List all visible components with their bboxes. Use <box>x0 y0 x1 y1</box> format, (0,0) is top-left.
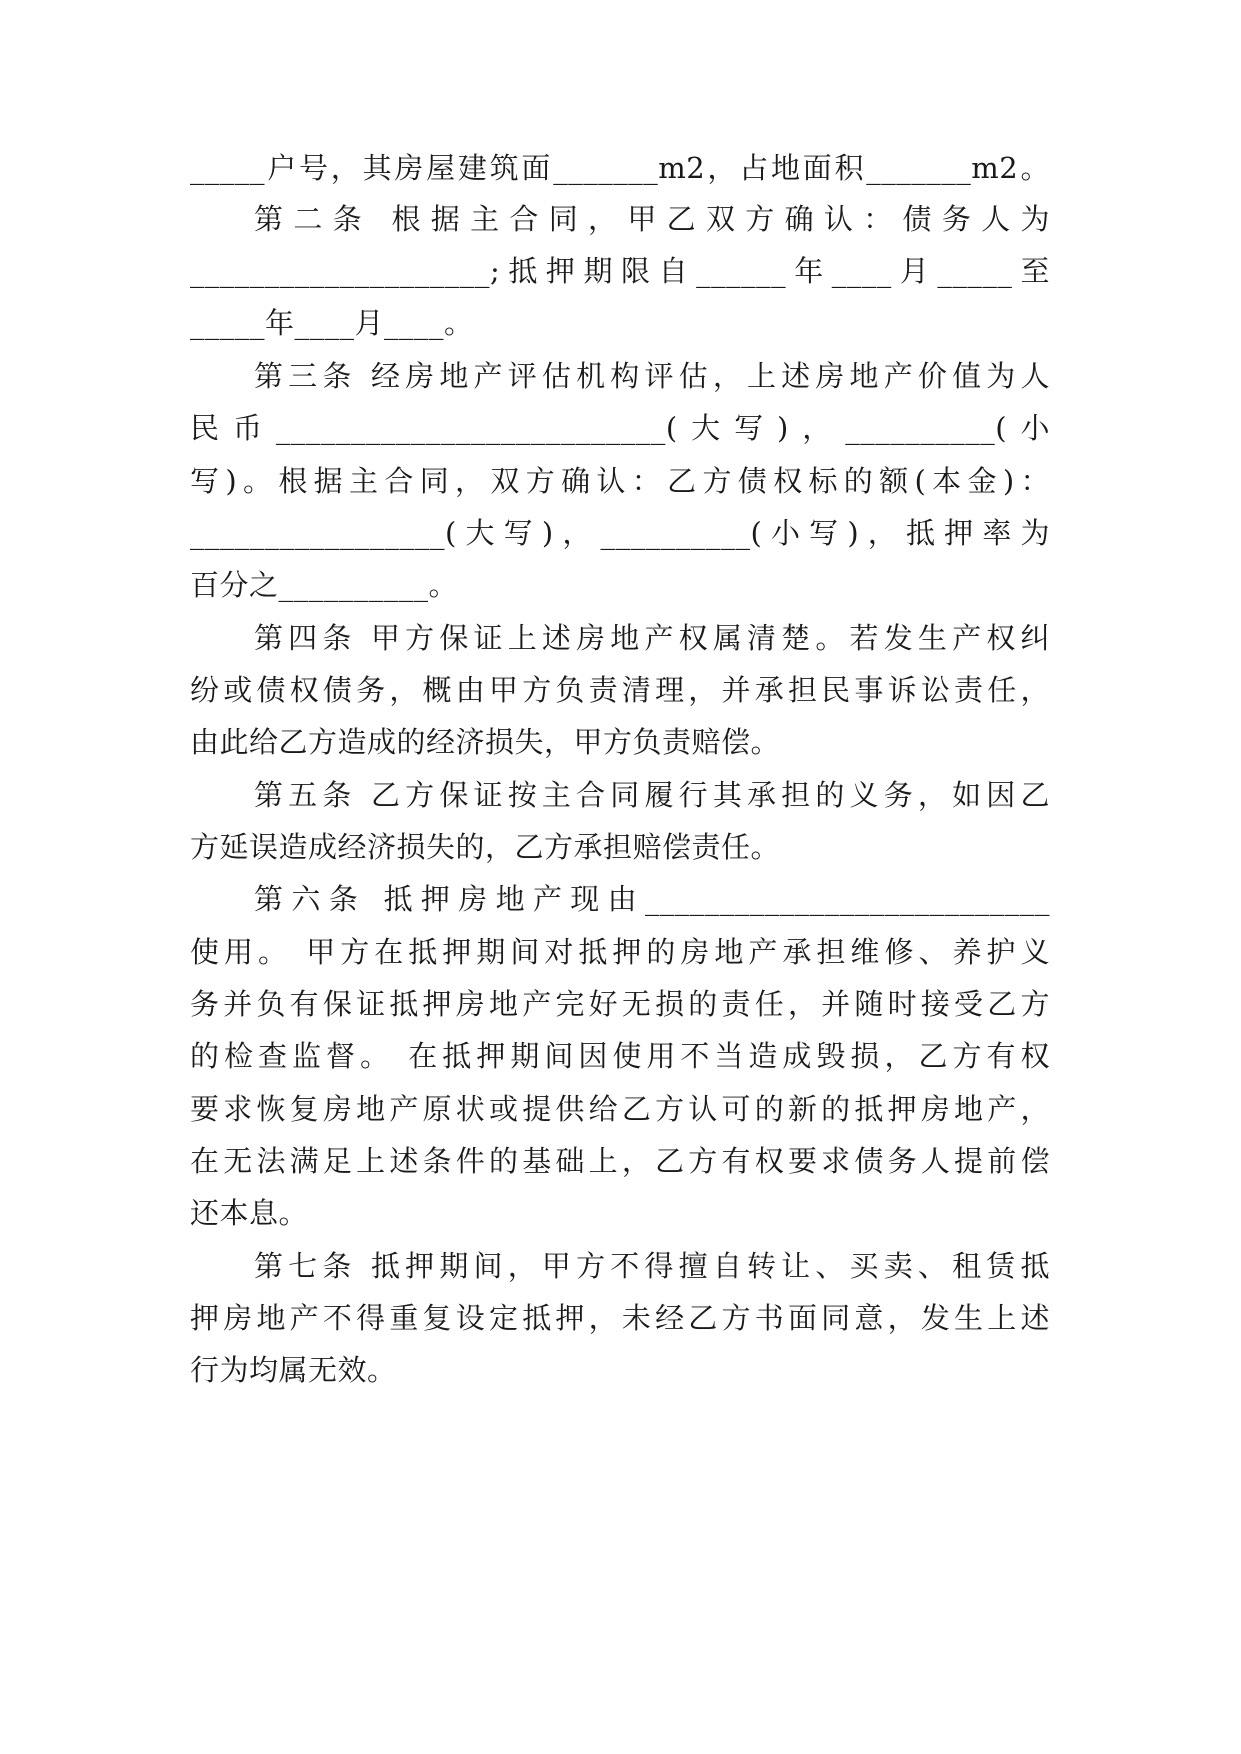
text-line: 第三条 经房地产评估机构评估，上述房地产价值为人 <box>254 359 1050 393</box>
text-line: 第四条 甲方保证上述房地产权属清楚。若发生产权纠 <box>254 621 1050 655</box>
text-line: 第五条 乙方保证按主合同履行其承担的义务，如因乙 <box>254 778 1050 812</box>
text-line: 在无法满足上述条件的基础上，乙方有权要求债务人提前偿 <box>190 1144 1050 1178</box>
text-line: 民币__________________________(大写)，__________(小 <box>190 411 1050 445</box>
text-line: 第六条 抵押房地产现由___________________________ <box>254 882 1050 916</box>
text-line: _____年____月____。 <box>190 306 474 340</box>
text-line: 纷或债权债务，概由甲方负责清理，并承担民事诉讼责任， <box>190 673 1050 707</box>
text-line: 要求恢复房地产原状或提供给乙方认可的新的抵押房地产， <box>190 1092 1050 1126</box>
text-line: 还本息。 <box>190 1196 309 1230</box>
text-line: 第七条 抵押期间，甲方不得擅自转让、买卖、租赁抵 <box>254 1249 1050 1283</box>
text-line: _________________(大写)，__________(小写)，抵押率为 <box>190 516 1050 550</box>
text-line: 百分之__________。 <box>190 568 459 602</box>
text-line: 行为均属无效。 <box>190 1353 397 1387</box>
text-line: 使用。 甲方在抵押期间对抵押的房地产承担维修、养护义 <box>190 935 1050 969</box>
text-line: _____户号，其房屋建筑面_______m2，占地面积_______m2。 <box>190 151 1050 185</box>
text-line: 押房地产不得重复设定抵押，未经乙方书面同意，发生上述 <box>190 1301 1050 1335</box>
text-line: 方延误造成经济损失的，乙方承担赔偿责任。 <box>190 830 781 864</box>
text-line: 第二条 根据主合同，甲乙双方确认：债务人为 <box>254 202 1050 236</box>
text-line: 由此给乙方造成的经济损失，甲方负责赔偿。 <box>190 725 781 759</box>
text-line: 写)。根据主合同，双方确认：乙方债权标的额(本金)： <box>190 464 1050 498</box>
text-line: 的检查监督。 在抵押期间因使用不当造成毁损，乙方有权 <box>190 1039 1050 1073</box>
text-line: ____________________;抵押期限自______年____月_____至 <box>190 254 1050 288</box>
text-line: 务并负有保证抵押房地产完好无损的责任，并随时接受乙方 <box>190 987 1050 1021</box>
